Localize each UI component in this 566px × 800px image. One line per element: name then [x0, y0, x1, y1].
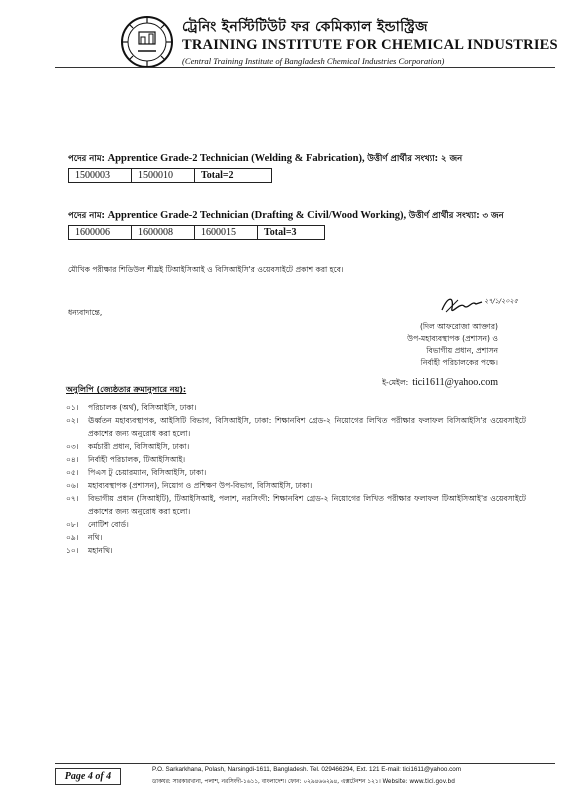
- signatory-department: বিভাগীয় প্রধান, প্রশাসন: [426, 346, 498, 355]
- roll-cell: 1500003: [69, 169, 132, 183]
- cc-text: মহাব্যবস্থাপক (প্রশাসন), নিয়োগ ও প্রশিক্ষণ উপ-বিভাগ, বিসিআইসি, ঢাকা।: [88, 481, 313, 490]
- signatory-designation: উপ-মহাব্যবস্থাপক (প্রশাসন) ও: [407, 334, 498, 343]
- passed-count: উত্তীর্ণ প্রার্থীর সংখ্যা: ৩ জন: [408, 211, 504, 221]
- email-label: ই-মেইল:: [382, 378, 409, 387]
- cc-text: পিএস টু চেয়ারম্যান, বিসিআইসি, ঢাকা।: [88, 468, 207, 477]
- cc-text: ঊর্ধ্বতন মহাব্যবস্থাপক, আইসিটি বিভাগ, বিসিআইসি, ঢাকা: শিক্ষানবিশ গ্রেড-২ নিয়োগের লিখিত পরীক্ষার ফলাফল বিসিআইসি'র ওয়েবসাইটে প্রকাশের জন্য অনুরোধ করা হলো।: [88, 416, 526, 438]
- signatory-on-behalf: নির্বাহী পরিচালকের পক্ষে।: [420, 358, 498, 367]
- cc-number: ০১।: [66, 403, 79, 412]
- cc-text: নোটিশ বোর্ড।: [88, 520, 129, 529]
- footer-address-en: P.O. Sarkarkhana, Polash, Narsingdi-1611, Bangladesh. Tel. 029466294, Ext. 121 E-mail: tici1611@yahoo.com: [152, 766, 462, 773]
- passed-count: উত্তীর্ণ প্রার্থীর সংখ্যা: ২ জন: [367, 154, 463, 164]
- cc-text: বিভাগীয় প্রধান (সিআইটি), টিআইসিআই, পলাশ, নরসিংদী: শিক্ষানবিশ গ্রেড-২ নিয়োগের লিখিত পরীক্ষার ফলাফল টিআইসিআই'র ওয়েবসাইটে প্রকাশের জন্য অনুরোধ করা হলো।: [88, 494, 526, 516]
- cc-heading: অনুলিপি (জ্যেষ্ঠতার ক্রমানুসারে নয়):: [66, 385, 187, 394]
- viva-notice: মৌখিক পরীক্ষার শিডিউল শীঘ্রই টিআইসিআই ও বিসিআইসি'র ওয়েবসাইটে প্রকাশ করা হবে।: [68, 265, 344, 274]
- total-cell: Total=2: [195, 169, 272, 183]
- header-divider: [55, 67, 555, 68]
- list-item: [66, 466, 526, 479]
- roll-cell: 1600006: [69, 226, 132, 240]
- cc-text: পরিচালক (অর্থ), বিসিআইসি, ঢাকা।: [88, 403, 197, 412]
- page-indicator: Page 4 of 4: [55, 768, 121, 785]
- cc-number: ০৪।: [66, 455, 79, 464]
- cc-text: নথি।: [88, 533, 103, 542]
- cc-text: মহানথি।: [88, 546, 113, 555]
- list-item: [66, 453, 526, 466]
- post-title-2: [68, 209, 504, 223]
- footer-address-bn: ডাকঘর: সারকারখানা, পলাশ, নরসিংদী-১৬১১, বাংলাদেশ। ফোন: ০২৯৪৬৬২৯৪, এক্সটেনশন ১২১। Website: www.tici.gov.bd: [152, 779, 455, 785]
- email-link[interactable]: tici1611@yahoo.com: [412, 377, 498, 388]
- signatory-block: [382, 321, 498, 390]
- post-label: পদের নাম:: [68, 211, 105, 221]
- post-name: Apprentice Grade-2 Technician (Welding & Fabrication),: [107, 153, 365, 164]
- roll-table-2: [68, 225, 325, 240]
- signatory-email-line: [382, 372, 498, 390]
- list-item: [66, 414, 526, 440]
- post-title-1: [68, 152, 462, 166]
- list-item: [66, 544, 526, 557]
- list-item: [66, 401, 526, 414]
- list-item: [66, 440, 526, 453]
- cc-text: নির্বাহী পরিচালক, টিআইসিআই।: [88, 455, 186, 464]
- post-label: পদের নাম:: [68, 154, 105, 164]
- list-item: [66, 479, 526, 492]
- list-item: [66, 492, 526, 518]
- list-item: [66, 518, 526, 531]
- total-cell: Total=3: [258, 226, 325, 240]
- list-item: [66, 531, 526, 544]
- institute-title-en: TRAINING INSTITUTE FOR CHEMICAL INDUSTRIES: [182, 37, 558, 53]
- roll-cell: 1500010: [132, 169, 195, 183]
- cc-number: ০৭।: [66, 494, 79, 503]
- footer-divider: [55, 763, 555, 764]
- cc-list: [66, 401, 526, 557]
- roll-table-1: [68, 168, 272, 183]
- institute-title-bn: ট্রেনিং ইনস্টিটিউট ফর কেমিক্যাল ইন্ডাস্ট্রিজ: [182, 19, 428, 35]
- cc-text: কর্মচারী প্রধান, বিসিআইসি, ঢাকা।: [88, 442, 190, 451]
- cc-number: ০৮।: [66, 520, 79, 529]
- cc-number: ০২।: [66, 416, 79, 425]
- cc-number: ০৩।: [66, 442, 79, 451]
- institute-subtitle: (Central Training Institute of Bangladesh Chemical Industries Corporation): [182, 56, 445, 66]
- tici-seal-icon: [120, 15, 174, 69]
- roll-cell: 1600008: [132, 226, 195, 240]
- post-name: Apprentice Grade-2 Technician (Drafting & Civil/Wood Working),: [107, 210, 407, 221]
- signature-date: ২৭/১/২০২৫: [484, 297, 518, 305]
- signatory-name: (দিল আফরোজা আক্তার): [419, 322, 498, 331]
- cc-number: ০৬।: [66, 481, 79, 490]
- closing-thanks: ধন্যবাদান্তে,: [68, 308, 103, 317]
- cc-number: ০৫।: [66, 468, 79, 477]
- cc-number: ১০।: [66, 546, 79, 555]
- roll-cell: 1600015: [195, 226, 258, 240]
- cc-number: ০৯।: [66, 533, 79, 542]
